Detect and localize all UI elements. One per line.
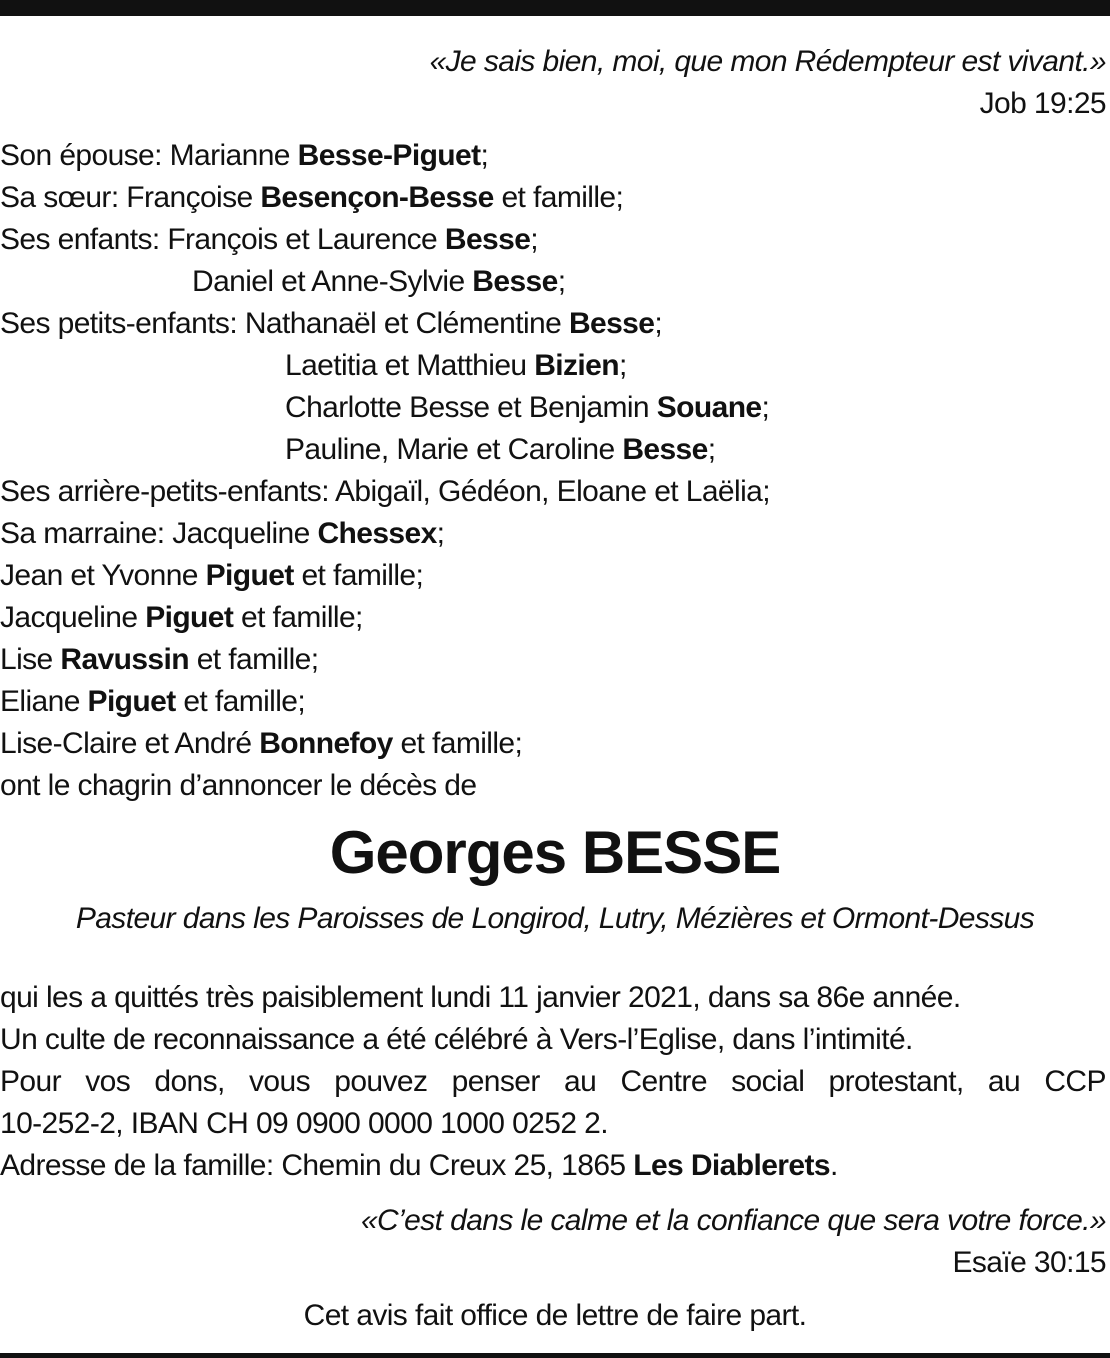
relative-end: et famille; [175,685,306,718]
relative-line [0,597,363,639]
details-line-2: Un culte de reconnaissance a été célébré à Vers-l’Eglise, dans l’intimité. [0,1023,913,1056]
grandchild-end: ; [618,349,627,382]
children-line-2 [192,261,565,303]
address-place: Les Diablerets [633,1149,830,1182]
grandchild-end: ; [654,307,663,340]
word: vos [85,1065,131,1098]
sister-end: et famille; [493,181,624,214]
godmother-name: Chessex [317,517,437,550]
relative-line [0,555,423,597]
grandchild-name: Souane [656,391,762,424]
grandchild-name: Bizien [534,349,619,382]
relative-name: Bonnefoy [259,727,393,760]
relative-given: Jean et Yvonne [0,559,206,592]
grandchild-given: Charlotte Besse et Benjamin [285,391,657,424]
deceased-name: Georges BESSE [329,819,781,886]
grandchild-end: ; [707,433,716,466]
details-line-3 [0,1061,1106,1103]
sister-line [0,177,623,219]
sister-name: Besençon-Besse [260,181,494,214]
relative-name: Piguet [205,559,294,592]
grandchild-given: Nathanaël et Clémentine [244,307,569,340]
word: social [731,1065,805,1098]
child-end: ; [557,265,566,298]
details-line-4: 10-252-2, IBAN CH 09 0900 0000 1000 0252 2. [0,1107,608,1140]
grandchild-given: Laetitia et Matthieu [285,349,535,382]
child-end: ; [530,223,539,256]
address-line [0,1145,838,1187]
child-name: Besse [472,265,558,298]
word: dons, [154,1065,225,1098]
relative-line [0,639,318,681]
relative-given: Eliane [0,685,88,718]
word: Centre [620,1065,707,1098]
top-rule [0,0,1110,16]
grandchildren-line-1 [0,303,662,345]
sister-label: Sa sœur: Françoise [0,181,261,214]
spouse-name: Besse-Piguet [297,139,481,172]
relative-given: Lise [0,643,61,676]
relative-end: et famille; [188,643,319,676]
details-line-1: qui les a quittés très paisiblement lundi 11 janvier 2021, dans sa 86e année. [0,981,961,1014]
relative-given: Lise-Claire et André [0,727,260,760]
relative-line [0,723,522,765]
quote-bottom-ref: Esaïe 30:15 [952,1246,1106,1279]
grandchild-end: ; [761,391,770,424]
word: CCP [1044,1065,1106,1098]
grandchildren-line-4 [285,429,715,471]
relative-name: Ravussin [60,643,189,676]
quote-top-text: «Je sais bien, moi, que mon Rédempteur est vivant.» [429,45,1106,78]
relative-given: Jacqueline [0,601,146,634]
great-grandchildren-line: Ses arrière-petits-enfants: Abigaïl, Gédéon, Eloane et Laëlia; [0,475,770,508]
deceased-title: Pasteur dans les Paroisses de Longirod, Lutry, Mézières et Ormont-Dessus [75,902,1035,935]
grandchildren-line-2 [285,345,627,387]
godmother-end: ; [436,517,445,550]
announce-line: ont le chagrin d’annoncer le décès de [0,769,477,802]
relative-name: Piguet [87,685,176,718]
relative-name: Piguet [145,601,234,634]
spouse-end: ; [480,139,489,172]
grandchildren-line-3 [285,387,769,429]
child-given: François et Laurence [167,223,445,256]
quote-top-ref: Job 19:25 [979,87,1106,120]
word: pouvez [334,1065,428,1098]
godmother-line [0,513,444,555]
relative-end: et famille; [293,559,424,592]
word: protestant, [828,1065,964,1098]
children-line-1 [0,219,538,261]
address-label: Adresse de la famille: Chemin du Creux 25, 1865 [0,1149,634,1182]
quote-bottom-text: «C’est dans le calme et la confiance que sera votre force.» [360,1204,1106,1237]
address-end: . [829,1149,838,1182]
relative-line [0,681,305,723]
spouse-line [0,135,488,177]
bottom-rule [0,1353,1110,1358]
word: au [564,1065,597,1098]
children-label: Ses enfants: [0,223,168,256]
godmother-label: Sa marraine: Jacqueline [0,517,318,550]
relative-end: et famille; [233,601,363,634]
word: Pour [0,1065,61,1098]
footer-note: Cet avis fait office de lettre de faire part. [303,1299,807,1332]
word: penser [451,1065,540,1098]
child-name: Besse [444,223,531,256]
grandchild-name: Besse [622,433,708,466]
relative-end: et famille; [392,727,523,760]
word: vous [249,1065,310,1098]
child-given: Daniel et Anne-Sylvie [192,265,473,298]
grandchildren-label: Ses petits-enfants: [0,307,245,340]
grandchild-name: Besse [568,307,655,340]
word: au [987,1065,1021,1098]
grandchild-given: Pauline, Marie et Caroline [285,433,623,466]
spouse-label: Son épouse: Marianne [0,139,298,172]
